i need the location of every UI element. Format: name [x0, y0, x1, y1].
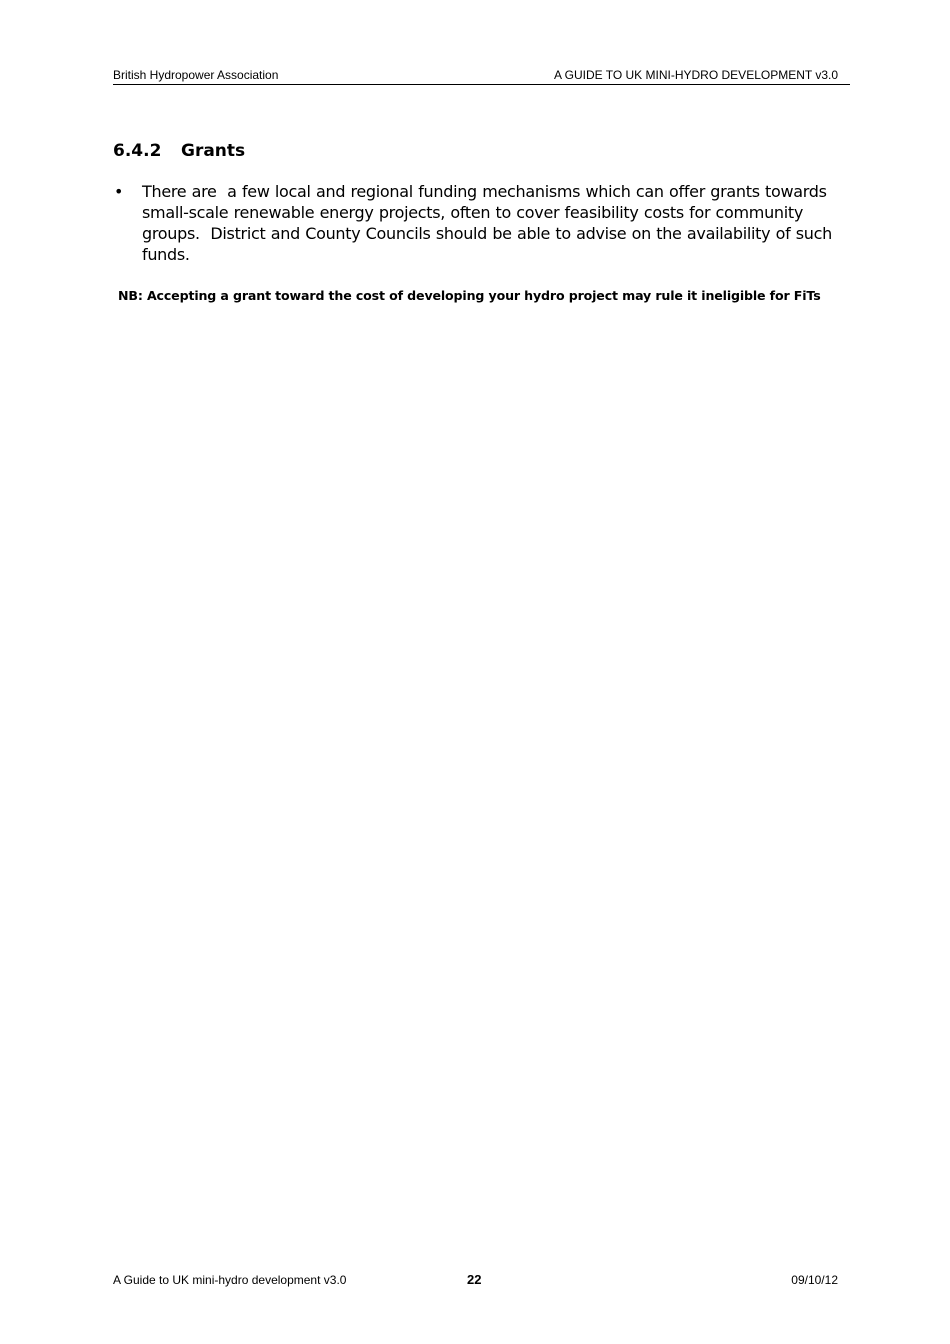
bullet-text: There are a few local and regional funding mechanisms which can offer grants towards small-scale renewable energy projects, often to cover feasibility costs for community groups. District and County Councils should be able to advise on the availability of such funds. [142, 182, 838, 264]
section-heading [113, 141, 245, 161]
bullet-list [113, 181, 838, 265]
header-organization: British Hydropower Association [113, 68, 279, 82]
header-document-title: A GUIDE TO UK MINI-HYDRO DEVELOPMENT v3.0 [553, 68, 838, 82]
footer-document-title: A Guide to UK mini-hydro development v3.0 [113, 1273, 347, 1287]
footer-date: 09/10/12 [791, 1273, 838, 1287]
section-title: Grants [181, 141, 246, 161]
page-number: 22 [467, 1272, 482, 1287]
section-number: 6.4.2 [113, 141, 162, 161]
bullet-marker: • [114, 182, 124, 201]
list-item [113, 181, 838, 265]
note-text: NB: Accepting a grant toward the cost of developing your hydro project may rule it ineligible for FiTs [118, 288, 821, 303]
page-header [113, 67, 850, 85]
